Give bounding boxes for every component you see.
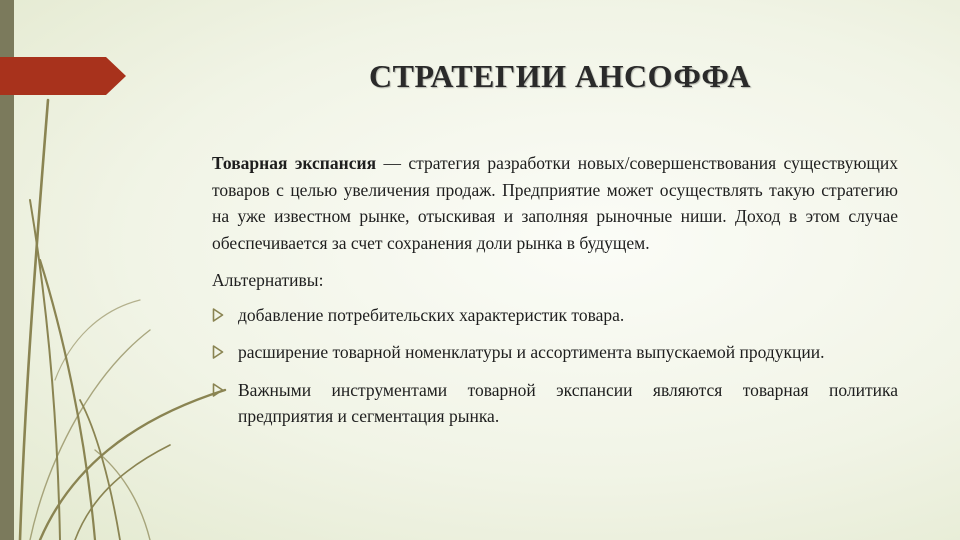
slide-body [212,150,898,441]
list-item [212,377,898,430]
intro-term: Товарная экспансия [212,153,377,173]
list-item [212,339,898,366]
intro-paragraph [212,150,898,256]
list-item-text: добавление потребительских характеристик товара. [238,304,625,325]
alternatives-label: Альтернативы: [212,270,324,290]
alternatives-list [212,302,898,430]
intro-definition: — стратегия разработки новых/совершенствования существующих товаров с целью увеличения продаж. Предприятие может осуществлять такую стратегию на уже известном рынке, отыскивая и заполняя рыночные ниши. Доход в этом случае обеспечивается за счет сохранения доли рынка в будущем. [212,153,898,253]
list-item-text: Важными инструментами товарной экспансии являются товарная политика предприятия и сегментация рынка. [238,379,898,426]
bullet-arrow-icon [212,383,224,397]
slide-title: СТРАТЕГИИ АНСОФФА [369,58,751,94]
title-accent-arrow [0,57,126,95]
bullet-arrow-icon [212,308,224,322]
list-item-text: расширение товарной номенклатуры и ассортимента выпускаемой продукции. [238,342,825,362]
bullet-arrow-icon [212,345,224,359]
list-item [212,302,898,329]
